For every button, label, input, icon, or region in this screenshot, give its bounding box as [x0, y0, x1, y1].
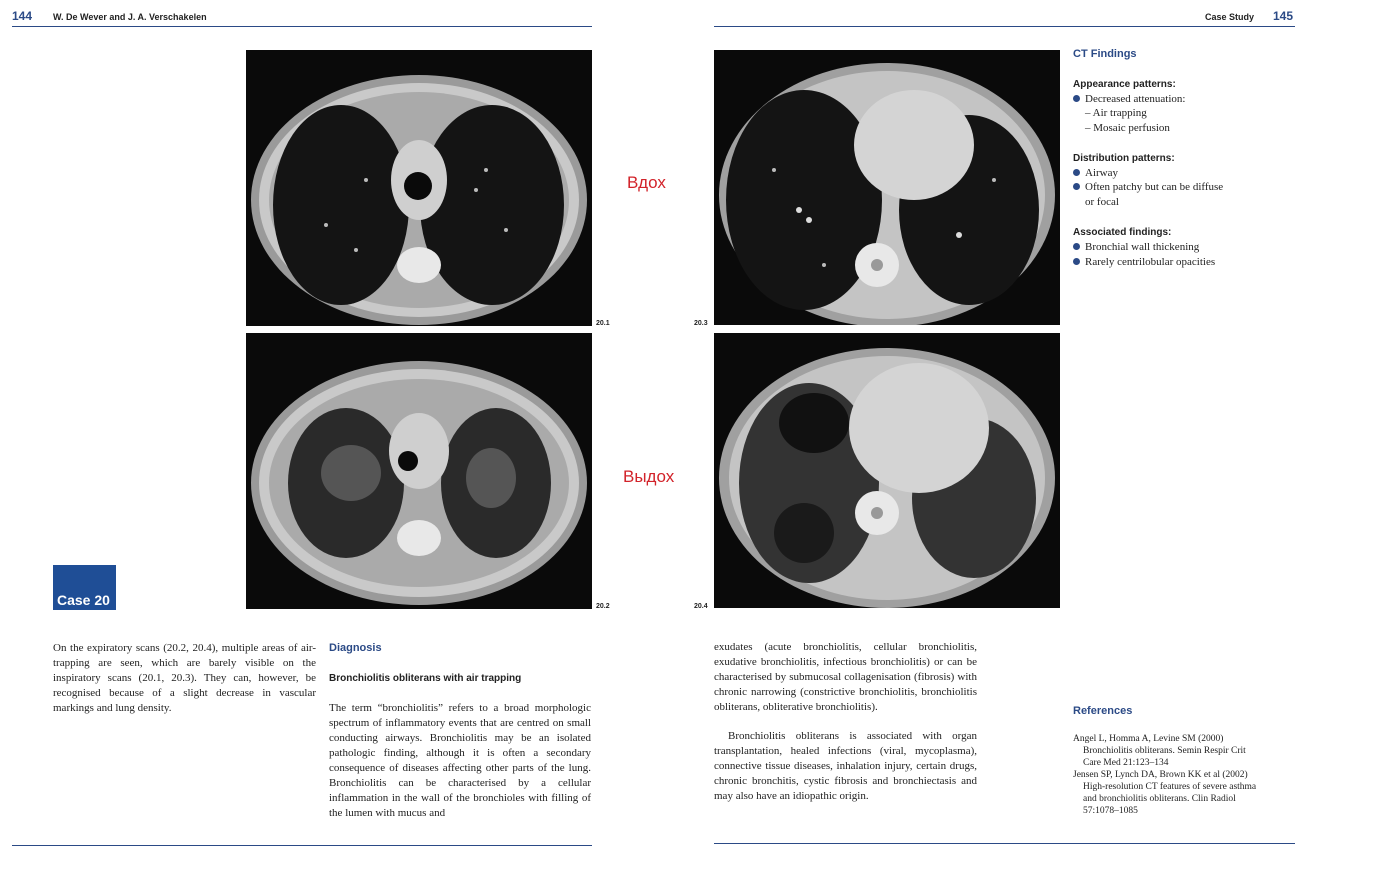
right-page-section: Case Study: [1205, 12, 1255, 22]
right-page-number: 145: [1273, 9, 1294, 23]
reference-2: Jensen SP, Lynch DA, Brown KK et al (2002) High-resolution CT features of severe asthma and bronchiolitis obliterans. Clin Radiol 57:1078–1085: [1073, 770, 1257, 816]
appearance-heading: Appearance patterns:: [1073, 79, 1176, 90]
figure-label-20-3: 20.3: [694, 320, 708, 327]
distribution-heading: Distribution patterns:: [1073, 153, 1175, 164]
left-page-authors: W. De Wever and J. A. Verschakelen: [53, 12, 207, 22]
figure-label-20-4: 20.4: [694, 603, 708, 610]
bullet-icon: [1073, 243, 1080, 250]
appearance-sub-2: – Mosaic perfusion: [1085, 122, 1170, 134]
diagnosis-title: Diagnosis: [329, 642, 382, 654]
distribution-item-2-cont: or focal: [1085, 196, 1119, 208]
left-footer-rule: [12, 845, 592, 846]
distribution-item-2-text: Often patchy but can be diffuse: [1085, 181, 1224, 193]
distribution-item-1-text: Airway: [1085, 167, 1118, 179]
reference-1: Angel L, Homma A, Levine SM (2000) Bronchiolitis obliterans. Semin Respir Crit Care Med 21:123–134: [1073, 734, 1246, 768]
ct-image-20-2: [246, 333, 592, 609]
ct-image-20-3: [714, 50, 1060, 325]
continued-paragraph-2: Bronchiolitis obliterans is associated with organ transplantation, healed infections (viral, mycoplasma), connective tissue diseases, inhalation injury, certain drugs, chronic bronchitis, cystic fibrosis and bronchiectasis and may also have an idiopathic origin.: [714, 730, 977, 802]
diagnosis-paragraph: The term “bronchiolitis” refers to a broad morphologic spectrum of inflammatory events that are centred on small conducting airways. Bronchiolitis may be an isolated pathologic finding, although it is often a secondary consequence of diseases affecting other parts of the lung. Bronchiolitis can be characterised by a cellular inflammation in the wall of the bronchioles with filling of the lumen with mucus and: [329, 702, 591, 819]
distribution-item-1: [1073, 166, 1118, 181]
bullet-icon: [1073, 183, 1080, 190]
diagnosis-subtitle: Bronchiolitis obliterans with air trapping: [329, 673, 522, 684]
ct-image-20-1: [246, 50, 592, 326]
bullet-icon: [1073, 258, 1080, 265]
left-page-number: 144: [12, 9, 33, 23]
associated-item-1: [1073, 240, 1199, 255]
bullet-icon: [1073, 95, 1080, 102]
right-header-rule: [714, 26, 1295, 27]
references-title: References: [1073, 705, 1133, 717]
case-label: Case 20: [57, 592, 110, 608]
left-header-rule: [12, 26, 592, 27]
figure-label-20-2: 20.2: [596, 603, 610, 610]
appearance-sub-1: – Air trapping: [1085, 107, 1147, 119]
associated-item-2-text: Rarely centrilobular opacities: [1085, 256, 1216, 268]
continued-paragraph-1: exudates (acute bronchiolitis, cellular bronchiolitis, exudative bronchiolitis, infectious bronchiolitis) or can be characterised by submucosal collagenisation (fibrosis) with chronic narrowing (constrictive bronchiolitis, bronchiolitis obliterans, obliterative bronchiolitis).: [714, 641, 977, 713]
appearance-item-text: Decreased attenuation:: [1085, 93, 1186, 105]
annotation-exhale: Выдох: [623, 467, 675, 486]
appearance-item: [1073, 92, 1185, 107]
figure-label-20-1: 20.1: [596, 320, 610, 327]
ct-image-20-4: [714, 333, 1060, 608]
intro-paragraph: On the expiratory scans (20.2, 20.4), multiple areas of air-trapping are seen, which are barely visible on the inspiratory scans (20.1, 20.3). They can, however, be recognised because of a slight decrease in vascular markings and lung density.: [53, 642, 316, 714]
associated-heading: Associated findings:: [1073, 227, 1172, 238]
associated-item-2: [1073, 255, 1215, 270]
annotation-inhale: Вдох: [627, 173, 666, 192]
ct-findings-title: CT Findings: [1073, 48, 1137, 60]
distribution-item-2: [1073, 180, 1223, 195]
bullet-icon: [1073, 169, 1080, 176]
case-label-box: [53, 565, 116, 610]
right-footer-rule: [714, 843, 1295, 844]
associated-item-1-text: Bronchial wall thickening: [1085, 241, 1200, 253]
